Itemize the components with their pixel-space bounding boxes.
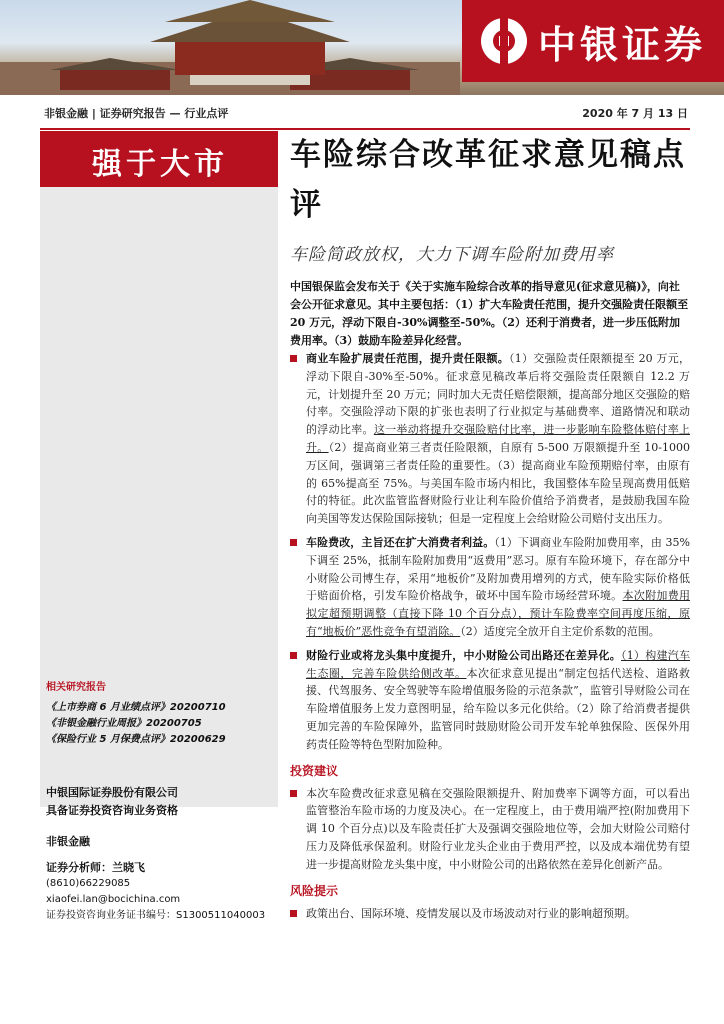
risk-heading: 风险提示 <box>290 883 339 898</box>
related-list <box>46 700 226 748</box>
related-item[interactable]: 《保险行业 5 月保费点评》20200629 <box>46 734 226 745</box>
report-title: 车险综合改革征求意见稿点评 <box>290 137 686 223</box>
breadcrumb: 非银金融 | 证券研究报告 — 行业点评 <box>44 107 229 120</box>
related-item[interactable]: 《非银金融行业周报》20200705 <box>46 718 202 729</box>
analyst-email[interactable]: xiaofei.lan@bocichina.com <box>46 894 181 905</box>
bullet-square-icon <box>290 790 297 797</box>
bullet-square-icon <box>290 652 297 659</box>
bullet-text: 本次征求意见提出“制定包括代送检、道路救援、代驾服务、安全驾驶等车险增值服务险的示范条款”，监管引导财险公司在车险增值服务上发力意图明显，给车险以多元化供给。（2）除了给消费者提供更加完善的车险保障外，监管同时鼓励财险公司开发车轮单独保险、医保外用药责任险等特色型附加险种。 <box>306 666 691 751</box>
bullet-square-icon <box>290 355 297 362</box>
analyst-name: 证券分析师：兰晓飞 <box>46 861 145 874</box>
bullet-text: （1）交强险责任限额提至 20 万元，浮动下限自-30%至-50%。征求意见稿改革后将交强险责任限额自 12.2 万元，计划提升至 20 万元；同时加大无责任赔偿限额，提高部分地区交强险的赔付率。交强险浮动下限的扩张也表明了行业拟定与基础费率、道路情况和联动的浮动比率。 <box>306 352 690 437</box>
palace-illustration <box>0 0 460 95</box>
rating: 强于大市 <box>92 147 228 182</box>
bullet-lead: 财险行业或将龙头集中度提升，中小财险公司出路还在差异化。 <box>306 648 621 662</box>
risk-bullet <box>290 905 690 923</box>
summary: 中国银保监会发布关于《关于实施车险综合改革的指导意见(征求意见稿)》，向社会公开征求意见。其中主要包括：（1）扩大车险责任范围，提升交强险责任限额至 20 万元，浮动下限自-30%调整至-50%。（2）还利于消费者，进一步压低附加费用率。（3）鼓励车险差异化经营。 <box>290 280 689 347</box>
bullet-lead: 商业车险扩展责任范围，提升责任限额。 <box>306 352 510 365</box>
report-date: 2020 年 7 月 13 日 <box>582 107 688 120</box>
related-heading: 相关研究报告 <box>46 682 106 693</box>
boc-logo-icon <box>481 18 527 64</box>
bullet-text: （1）下调商业车险附加费用率，由 35%下调至 25%，抵制车险附加费用“返费用”恶习。原有车险环境下，存在部分中小财险公司博生存，采用“地板价”及附加费用增列的方式，使车险实际价格低于赔面价格，引发车险价格战争，破坏中国车险市场经营环境。 <box>306 535 690 603</box>
bullet-1 <box>290 350 690 528</box>
investment-bullet <box>290 785 690 874</box>
bullet-underline: 本次附加费用拟定超预期调整（直接下降 10 个百分点），预计车险费率空间再度压缩，原有“地板价”恶性竞争有望消除。 <box>306 589 690 638</box>
company-info <box>46 784 178 820</box>
company-name: 中银国际证券股份有限公司 <box>46 786 178 799</box>
bullet-2 <box>290 534 690 641</box>
top-bar <box>40 98 690 130</box>
rating-box <box>40 131 278 187</box>
logo-text: 中银证券 <box>538 23 707 67</box>
bullet-3 <box>290 647 690 754</box>
investment-heading: 投资建议 <box>290 763 339 778</box>
analyst-phone: (8610)66229085 <box>46 878 131 889</box>
risk-text: 政策出台、国际环境、疫情发展以及市场波动对行业的影响超预期。 <box>306 906 636 920</box>
bullet-underline: 这一举动将提升交强险赔付比率，进一步影响车险整体赔付率上升。 <box>306 423 691 454</box>
related-item[interactable]: 《上市券商 6 月业绩点评》20200710 <box>46 702 226 713</box>
main-content <box>290 350 690 928</box>
bullet-text: （2）适度完全放开自主定价系数的范围。 <box>460 624 660 638</box>
bullet-square-icon <box>290 910 297 917</box>
analyst-license: 证券投资咨询业务证书编号：S1300511040003 <box>46 910 266 921</box>
bullet-lead: 车险费改，主旨还在扩大消费者利益。 <box>306 535 495 549</box>
analyst-info <box>46 860 265 924</box>
bullet-text: （2）提高商业第三者责任险限额，自原有 5-500 万限额提升至 10-1000 万区间，强调第三者责任险的重要性。（3）提高商业车险预期赔付率，由原有的 65%提高至 75%。与美国车险市场内相比，我国整体车险呈现高费用低赔付的特征。此次监管监督财险行业让利车险价值给予消费者，是鼓励我国车险向美国等发达保险国际接轨；但是一定程度上会给财险公司赔付支出压力。 <box>306 440 691 526</box>
related-reports <box>46 680 226 748</box>
sector-label: 非银金融 <box>46 835 90 848</box>
bullet-square-icon <box>290 539 297 546</box>
bullet-underline: （1）构建汽车生态圈，完善车险供给侧改革。 <box>306 648 690 680</box>
company-qualification: 具备证券投资咨询业务资格 <box>46 804 178 817</box>
report-subtitle: 车险简政放权，大力下调车险附加费用率 <box>290 245 614 265</box>
investment-text: 本次车险费改征求意见稿在交强险限额提升、附加费率下调等方面，可以看出监管整治车险市场的力度及决心。在一定程度上，由于费用端严控(附加费用下调 10 个百分点)以及车险责任扩大及强调交强险地位等，会加大财险公司赔付压力及降低承保盈利。财险行业龙头企业由于费用严控，以及成本端优势有望进一步提高财险龙头集中度，中小财险公司的出路依然在差异化创新产品。 <box>306 786 690 871</box>
